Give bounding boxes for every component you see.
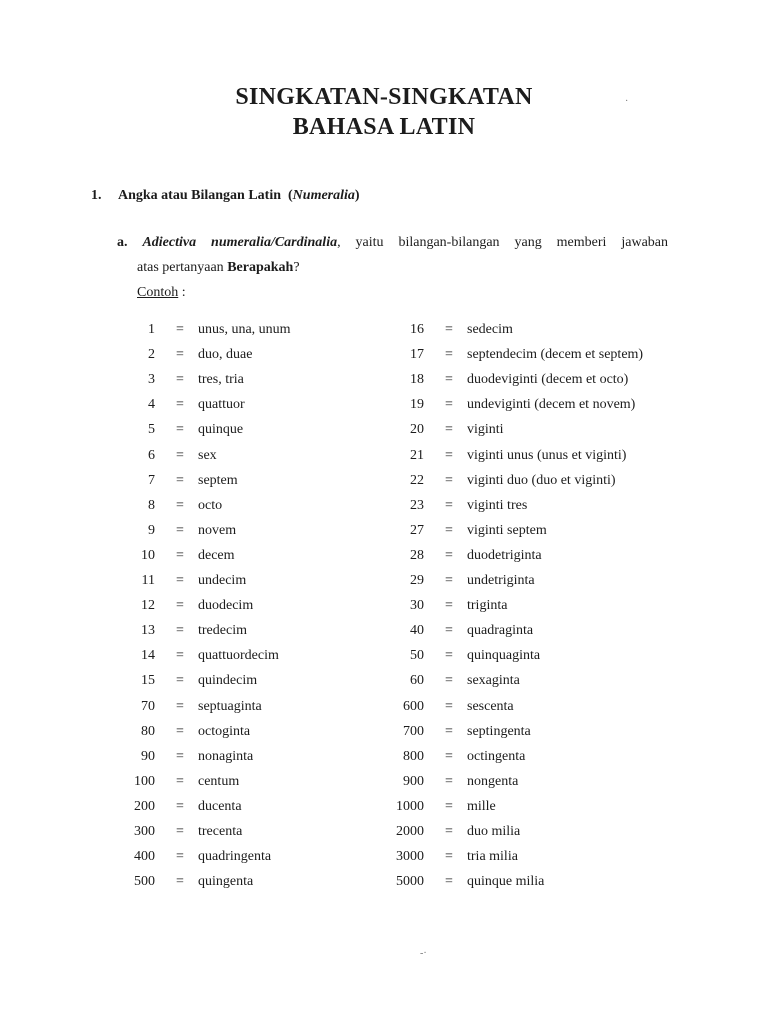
equals-sign: = xyxy=(176,874,184,890)
numeral-latin-word: undeviginti (decem et novem) xyxy=(467,397,636,413)
numeral-number: 9 xyxy=(148,522,155,538)
numeral-latin-word: centum xyxy=(198,773,240,789)
numeral-latin-word: octo xyxy=(198,497,223,513)
page-title-line-2: BAHASA LATIN xyxy=(292,114,476,140)
equals-sign: = xyxy=(445,648,453,664)
equals-sign: = xyxy=(176,598,184,614)
numeral-latin-word: quattuor xyxy=(198,397,245,413)
equals-sign: = xyxy=(176,849,184,865)
line2-bold: Berapakah xyxy=(227,260,294,275)
subsection-a-line-1 xyxy=(117,230,668,255)
equals-sign: = xyxy=(445,598,453,614)
subsection-marker: a. xyxy=(117,235,128,250)
numeral-number: 5 xyxy=(148,422,155,438)
numeral-row xyxy=(0,417,768,442)
equals-sign: = xyxy=(445,698,453,714)
equals-sign: = xyxy=(176,397,184,413)
equals-sign: = xyxy=(445,723,453,739)
numeral-latin-word: quadringenta xyxy=(198,849,272,865)
numeral-row xyxy=(0,694,768,719)
numeral-row xyxy=(0,719,768,744)
numeral-number: 21 xyxy=(410,447,424,463)
equals-sign: = xyxy=(445,547,453,563)
contoh-label: Contoh xyxy=(137,285,179,300)
numeral-row xyxy=(0,618,768,643)
numeral-row xyxy=(0,643,768,668)
numeral-row xyxy=(0,769,768,794)
numeral-number: 5000 xyxy=(396,874,424,890)
numeral-latin-word: duodeviginti (decem et octo) xyxy=(467,372,629,388)
numeral-number: 500 xyxy=(134,874,155,890)
numeral-number: 2 xyxy=(148,347,155,363)
section-1-heading xyxy=(91,188,360,204)
numeral-row xyxy=(0,443,768,468)
numeral-row xyxy=(0,543,768,568)
numeral-number: 15 xyxy=(141,673,155,689)
line2-prefix: atas pertanyaan xyxy=(137,260,228,275)
paren-open: ( xyxy=(288,188,293,203)
equals-sign: = xyxy=(176,472,184,488)
numeral-number: 900 xyxy=(403,773,424,789)
numeral-latin-word: undetriginta xyxy=(467,573,535,588)
equals-sign: = xyxy=(445,748,453,764)
numeral-latin-word: trecenta xyxy=(198,824,243,839)
subsection-term: Adiectiva numeralia/Cardinalia xyxy=(142,235,338,250)
numeral-latin-word: novem xyxy=(198,522,237,538)
numeral-number: 50 xyxy=(410,648,424,664)
numeral-row xyxy=(0,468,768,493)
numeral-row xyxy=(0,392,768,417)
numeral-latin-word: tredecim xyxy=(198,623,247,639)
numeral-number: 23 xyxy=(410,497,424,513)
numeral-latin-word: quattuordecim xyxy=(198,648,279,664)
numeral-number: 29 xyxy=(410,573,424,588)
equals-sign: = xyxy=(445,798,453,814)
numeral-number: 4 xyxy=(148,397,155,413)
subsection-a xyxy=(117,230,668,305)
scan-speck: · xyxy=(625,96,629,107)
numeral-number: 22 xyxy=(410,472,424,488)
paren-close: ) xyxy=(354,188,360,203)
numeral-latin-word: octoginta xyxy=(198,723,251,739)
numeral-latin-word: undecim xyxy=(198,573,247,588)
numeral-latin-word: duo, duae xyxy=(198,347,253,363)
numeral-number: 700 xyxy=(403,723,424,739)
scan-speck: -· xyxy=(420,948,427,959)
numeral-number: 30 xyxy=(410,598,424,614)
numeral-latin-word: triginta xyxy=(467,598,508,614)
numeral-latin-word: mille xyxy=(467,798,496,814)
numeral-row xyxy=(0,568,768,593)
numeral-latin-word: tres, tria xyxy=(198,372,244,388)
numeral-latin-word: tria milia xyxy=(467,849,518,865)
equals-sign: = xyxy=(176,698,184,714)
equals-sign: = xyxy=(176,824,184,839)
numeral-row xyxy=(0,744,768,769)
numeral-number: 13 xyxy=(141,623,155,639)
numeral-number: 40 xyxy=(410,623,424,639)
numeral-number: 3 xyxy=(148,372,155,388)
numeral-latin-word: quadraginta xyxy=(467,623,534,639)
numeral-number: 18 xyxy=(410,372,424,388)
equals-sign: = xyxy=(176,372,184,388)
numeral-latin-word: duodecim xyxy=(198,598,254,614)
numeral-latin-word: quinquaginta xyxy=(467,648,541,664)
equals-sign: = xyxy=(176,623,184,639)
numeral-latin-word: ducenta xyxy=(198,798,242,814)
equals-sign: = xyxy=(445,824,453,839)
equals-sign: = xyxy=(176,773,184,789)
numeral-row xyxy=(0,518,768,543)
numeral-number: 11 xyxy=(141,573,155,588)
equals-sign: = xyxy=(176,447,184,463)
numeral-row xyxy=(0,668,768,693)
equals-sign: = xyxy=(445,773,453,789)
numeral-number: 600 xyxy=(403,698,424,714)
equals-sign: = xyxy=(445,522,453,538)
numeral-number: 80 xyxy=(141,723,155,739)
equals-sign: = xyxy=(445,849,453,865)
numeral-latin-word: unus, una, unum xyxy=(198,322,291,337)
numeral-number: 20 xyxy=(410,422,424,438)
numeral-number: 1 xyxy=(148,322,155,337)
equals-sign: = xyxy=(445,623,453,639)
numeral-number: 28 xyxy=(410,547,424,563)
page-title-line-1: SINGKATAN-SINGKATAN xyxy=(235,84,533,110)
numeral-latin-word: septingenta xyxy=(467,723,531,739)
equals-sign: = xyxy=(176,422,184,438)
equals-sign: = xyxy=(176,798,184,814)
subsection-a-line-2 xyxy=(117,255,668,280)
section-number: 1. xyxy=(91,188,102,203)
numeral-latin-word: viginti tres xyxy=(467,497,528,513)
section-heading-text: Angka atau Bilangan Latin xyxy=(118,188,281,203)
numeral-latin-word: viginti xyxy=(467,422,504,438)
line2-suffix: ? xyxy=(293,260,300,275)
numeral-number: 60 xyxy=(410,673,424,689)
numeral-number: 90 xyxy=(141,748,155,764)
numeral-row xyxy=(0,367,768,392)
numeral-row xyxy=(0,869,768,894)
numeral-number: 27 xyxy=(410,522,424,538)
numeral-latin-word: duo milia xyxy=(467,824,521,839)
equals-sign: = xyxy=(176,573,184,588)
equals-sign: = xyxy=(176,748,184,764)
subsection-a-line-3 xyxy=(117,280,668,305)
numeral-number: 400 xyxy=(134,849,155,865)
numeral-number: 14 xyxy=(141,648,155,664)
numeral-number: 100 xyxy=(134,773,155,789)
numeral-number: 12 xyxy=(141,598,155,614)
numeral-number: 200 xyxy=(134,798,155,814)
equals-sign: = xyxy=(445,347,453,363)
equals-sign: = xyxy=(176,322,184,337)
numeral-number: 1000 xyxy=(396,798,424,814)
numeral-row xyxy=(0,844,768,869)
numeral-row xyxy=(0,317,768,342)
numeral-number: 800 xyxy=(403,748,424,764)
numeral-number: 7 xyxy=(148,472,155,488)
equals-sign: = xyxy=(176,723,184,739)
numeral-number: 17 xyxy=(410,347,424,363)
numeral-latin-word: sescenta xyxy=(467,698,514,714)
numeral-row xyxy=(0,819,768,844)
numeral-latin-word: quinque xyxy=(198,422,244,438)
numeral-number: 19 xyxy=(410,397,424,413)
numeral-latin-word: nongenta xyxy=(467,773,519,789)
numeral-number: 2000 xyxy=(396,824,424,839)
equals-sign: = xyxy=(445,673,453,689)
numeral-latin-word: nonaginta xyxy=(198,748,254,764)
numeral-latin-word: septendecim (decem et septem) xyxy=(467,347,644,363)
equals-sign: = xyxy=(176,497,184,513)
numeral-latin-word: sexaginta xyxy=(467,673,520,689)
numeral-latin-word: viginti duo (duo et viginti) xyxy=(467,472,616,488)
equals-sign: = xyxy=(445,397,453,413)
equals-sign: = xyxy=(176,673,184,689)
numeral-number: 70 xyxy=(141,698,155,714)
numeral-latin-word: duodetriginta xyxy=(467,547,542,563)
equals-sign: = xyxy=(445,447,453,463)
numeral-number: 10 xyxy=(141,547,155,563)
equals-sign: = xyxy=(445,322,453,337)
numeral-latin-word: sedecim xyxy=(467,322,513,337)
numeral-latin-word: quinque milia xyxy=(467,874,545,890)
numeral-latin-word: quindecim xyxy=(198,673,258,689)
numeral-number: 6 xyxy=(148,447,155,463)
numeral-number: 16 xyxy=(410,322,424,337)
numeral-latin-word: quingenta xyxy=(198,874,254,890)
section-heading-italic: Numeralia xyxy=(292,188,355,203)
equals-sign: = xyxy=(445,497,453,513)
equals-sign: = xyxy=(445,874,453,890)
equals-sign: = xyxy=(176,347,184,363)
numeral-latin-word: viginti unus (unus et viginti) xyxy=(467,447,627,463)
equals-sign: = xyxy=(176,522,184,538)
numeral-latin-word: decem xyxy=(198,547,235,563)
contoh-suffix: : xyxy=(178,285,186,300)
numeral-latin-word: viginti septem xyxy=(467,522,547,538)
numeral-latin-word: sex xyxy=(198,447,217,463)
equals-sign: = xyxy=(445,573,453,588)
equals-sign: = xyxy=(445,372,453,388)
numeral-number: 3000 xyxy=(396,849,424,865)
equals-sign: = xyxy=(445,422,453,438)
numeral-row xyxy=(0,794,768,819)
numeral-latin-word: septem xyxy=(198,472,238,488)
numeral-latin-word: septuaginta xyxy=(198,698,262,714)
subsection-term-rest: , yaitu bilangan-bilangan yang memberi jawaban xyxy=(337,235,669,250)
numeral-latin-word: octingenta xyxy=(467,748,526,764)
numeral-row xyxy=(0,593,768,618)
numeral-row xyxy=(0,342,768,367)
numeral-row xyxy=(0,493,768,518)
numeral-number: 8 xyxy=(148,497,155,513)
numeral-number: 300 xyxy=(134,824,155,839)
equals-sign: = xyxy=(176,648,184,664)
equals-sign: = xyxy=(176,547,184,563)
equals-sign: = xyxy=(445,472,453,488)
